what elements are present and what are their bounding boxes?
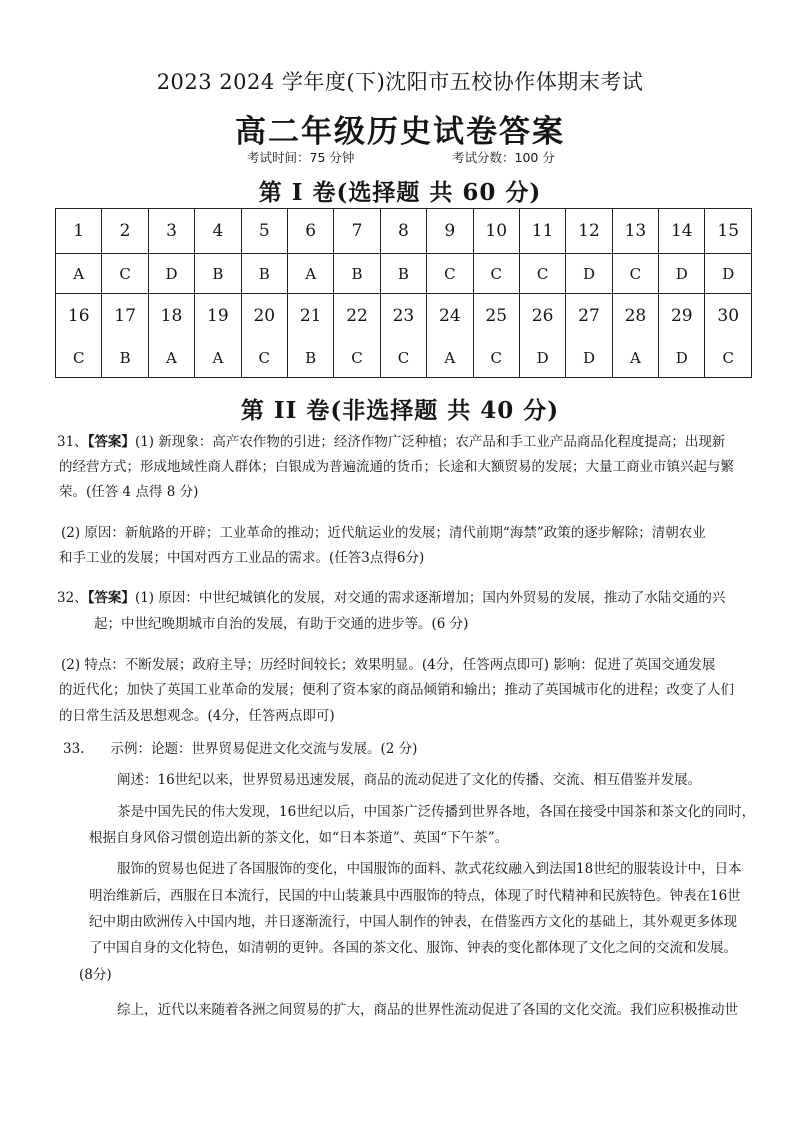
q32-line-3: (2) 特点：不断发展；政府主导；历经时间较长；效果明显。(4分，任答两点即可) 影响：促进了英国交通发展 xyxy=(61,657,716,673)
part2-title: 第 II 卷(非选择题 共 40 分) xyxy=(240,397,560,424)
q32-line-2: 起；中世纪晚期城市自治的发展，有助于交通的进步等。(6 分) xyxy=(94,616,469,632)
q32-line-1 xyxy=(57,586,725,610)
answer-letter: C xyxy=(102,254,148,294)
q33-line-10: 综上，近代以来随着各洲之间贸易的扩大，商品的世界性流动促进了各国的文化交流。我们应积极推动世 xyxy=(117,1002,738,1018)
question-number: 22 xyxy=(334,294,380,339)
q31-line-1 xyxy=(57,430,725,454)
answer-letter: D xyxy=(566,338,612,378)
q32-line-5: 的日常生活及思想观念。(4分，任答两点即可) xyxy=(59,708,335,724)
exam-title: 2023 2024 学年度(下)沈阳市五校协作体期末考试 xyxy=(156,70,644,94)
q31-line-3: 荣。(任答 4 点得 8 分) xyxy=(59,484,199,500)
answer-letter: D xyxy=(659,338,705,378)
exam-score: 考试分数：100 分 xyxy=(452,150,555,165)
answer-letter: C xyxy=(56,338,102,378)
question-number: 4 xyxy=(195,209,241,254)
question-number: 29 xyxy=(659,294,705,339)
answer-letter: C xyxy=(705,338,752,378)
q33-text: 示例：论题：世界贸易促进文化交流与发展。(2 分) xyxy=(110,741,418,757)
question-number: 17 xyxy=(102,294,148,339)
q33-line-4: 根据自身风俗习惯创造出新的茶文化，如“日本茶道”、英国“下午茶”。 xyxy=(89,830,509,846)
question-number: 28 xyxy=(612,294,658,339)
question-number: 2 xyxy=(102,209,148,254)
q32-line-4: 的近代化；加快了英国工业革命的发展；便利了资本家的商品倾销和输出；推动了英国城市化的进程；改变了人们 xyxy=(59,682,734,698)
question-number: 10 xyxy=(473,209,519,254)
question-number: 12 xyxy=(566,209,612,254)
q31-line-5: 和手工业的发展；中国对西方工业品的需求。(任答3点得6分) xyxy=(59,550,425,566)
q33-line-6: 明治维新后，西服在日本流行，民国的中山装兼具中西服饰的特点，体现了时代精神和民族特色。钟表在16世 xyxy=(89,888,741,904)
answer-letter: D xyxy=(566,254,612,294)
q33-line-8: 了中国自身的文化特色，如清朝的更钟。各国的茶文化、服饰、钟表的变化都体现了文化之间的交流和发展。 xyxy=(89,940,737,956)
q32-answer-tag: 【答案】 xyxy=(87,590,135,606)
question-number-row xyxy=(56,294,752,339)
answer-letter: C xyxy=(473,254,519,294)
question-number: 6 xyxy=(287,209,333,254)
question-number: 13 xyxy=(612,209,658,254)
answer-letter: D xyxy=(659,254,705,294)
answer-letter: B xyxy=(102,338,148,378)
question-number: 9 xyxy=(427,209,473,254)
question-number: 23 xyxy=(380,294,426,339)
question-number: 16 xyxy=(56,294,102,339)
q31-text: (1) 新现象：高产农作物的引进；经济作物广泛种植；农产品和手工业产品商品化程度提高；出现新 xyxy=(134,434,726,450)
question-number: 25 xyxy=(473,294,519,339)
answer-letter: C xyxy=(241,338,287,378)
answer-letter: B xyxy=(334,254,380,294)
question-number: 30 xyxy=(705,294,752,339)
answer-letter: B xyxy=(195,254,241,294)
q32-number: 32、 xyxy=(57,590,88,606)
question-number: 1 xyxy=(56,209,102,254)
question-number: 27 xyxy=(566,294,612,339)
q31-line-2: 的经营方式；形成地域性商人群体；白银成为普遍流通的货币；长途和大额贸易的发展；大量工商业市镇兴起与繁 xyxy=(59,459,734,475)
answer-letter: D xyxy=(705,254,752,294)
question-number: 18 xyxy=(148,294,194,339)
q31-answer-tag: 【答案】 xyxy=(87,434,135,450)
question-number: 20 xyxy=(241,294,287,339)
question-number: 21 xyxy=(287,294,333,339)
q31-number: 31、 xyxy=(57,434,88,450)
question-number: 24 xyxy=(427,294,473,339)
part1-title: 第 I 卷(选择题 共 60 分) xyxy=(258,179,542,206)
answer-letter: C xyxy=(427,254,473,294)
exam-subtitle: 高二年级历史试卷答案 xyxy=(235,114,565,150)
q31-line-4: (2) 原因：新航路的开辟；工业革命的推动；近代航运业的发展；清代前期“海禁”政策的逐步解除；清朝农业 xyxy=(61,525,706,541)
answer-letter: A xyxy=(427,338,473,378)
q33-line-1 xyxy=(63,737,417,761)
question-number: 8 xyxy=(380,209,426,254)
answer-letter: B xyxy=(287,338,333,378)
answer-letter: A xyxy=(56,254,102,294)
question-number-row xyxy=(56,209,752,254)
q33-number: 33. xyxy=(63,741,85,757)
answer-letter: D xyxy=(148,254,194,294)
question-number: 15 xyxy=(705,209,752,254)
answer-letter: B xyxy=(241,254,287,294)
answer-letter: C xyxy=(519,254,565,294)
answer-letter: C xyxy=(334,338,380,378)
exam-time: 考试时间：75 分钟 xyxy=(247,150,355,165)
answer-letter: C xyxy=(473,338,519,378)
q33-line-3: 茶是中国先民的伟大发现，16世纪以后，中国茶广泛传播到世界各地，各国在接受中国茶和茶文化的同时， xyxy=(117,804,756,820)
question-number: 5 xyxy=(241,209,287,254)
answer-letter: C xyxy=(380,338,426,378)
q33-line-5: 服饰的贸易也促进了各国服饰的变化，中国服饰的面料、款式花纹融入到法国18世纪的服装设计中，日本 xyxy=(117,861,742,877)
answer-letter: A xyxy=(612,338,658,378)
answer-letter: A xyxy=(287,254,333,294)
question-number: 11 xyxy=(519,209,565,254)
question-number: 14 xyxy=(659,209,705,254)
question-number: 7 xyxy=(334,209,380,254)
question-number: 26 xyxy=(519,294,565,339)
answer-letter: C xyxy=(612,254,658,294)
q33-line-9: (8分) xyxy=(79,967,112,983)
q33-line-2: 阐述：16世纪以来，世界贸易迅速发展，商品的流动促进了文化的传播、交流、相互借鉴并发展。 xyxy=(117,772,702,788)
answer-letter: A xyxy=(148,338,194,378)
answer-table xyxy=(55,208,752,378)
answer-letter: D xyxy=(519,338,565,378)
q33-line-7: 纪中期由欧洲传入中国内地，并日逐渐流行，中国人制作的钟表，在借鉴西方文化的基础上，其外观更多体现 xyxy=(89,914,737,930)
answer-letter-row xyxy=(56,338,752,378)
answer-letter: A xyxy=(195,338,241,378)
answer-letter-row xyxy=(56,254,752,294)
question-number: 3 xyxy=(148,209,194,254)
q32-text: (1) 原因：中世纪城镇化的发展，对交通的需求逐渐增加；国内外贸易的发展，推动了水陆交通的兴 xyxy=(134,590,726,606)
answer-letter: B xyxy=(380,254,426,294)
question-number: 19 xyxy=(195,294,241,339)
